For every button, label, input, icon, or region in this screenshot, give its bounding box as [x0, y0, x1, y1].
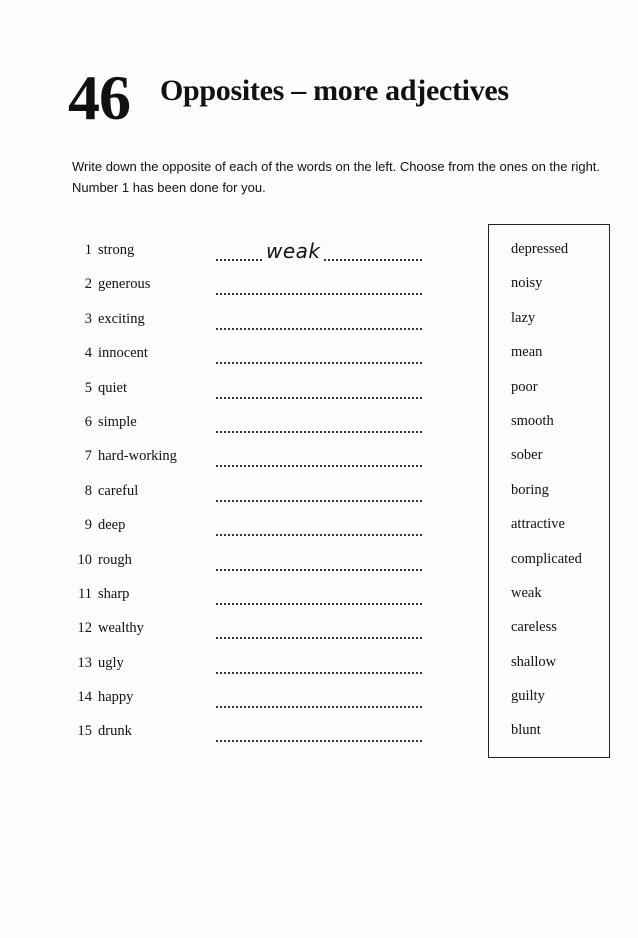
page-title: Opposites – more adjectives: [160, 74, 509, 107]
question-row: [70, 717, 430, 751]
choice-list: [489, 225, 609, 755]
answer-line[interactable]: [216, 722, 422, 742]
question-number: 10: [77, 551, 92, 568]
question-row: [70, 339, 430, 373]
question-word: exciting: [98, 310, 145, 327]
question-row: [70, 236, 430, 270]
answer-line[interactable]: [216, 379, 422, 399]
question-row: [70, 477, 430, 511]
choice-word: complicated: [511, 550, 582, 567]
choice-word: noisy: [511, 275, 543, 292]
question-number: 7: [84, 448, 92, 465]
choice-word: poor: [511, 378, 538, 395]
question-number: 9: [84, 517, 92, 534]
question-word: innocent: [98, 345, 148, 362]
question-number: 2: [84, 276, 92, 293]
answer-line[interactable]: [216, 413, 422, 433]
choice-word: boring: [511, 481, 549, 498]
answer-line[interactable]: [216, 482, 422, 502]
answer-line[interactable]: [216, 241, 422, 261]
choice-word: attractive: [511, 516, 565, 533]
answer-line[interactable]: [216, 585, 422, 605]
answer-line[interactable]: [216, 654, 422, 674]
choice-word: shallow: [511, 653, 557, 670]
question-word: happy: [98, 689, 134, 706]
choice-word: blunt: [511, 722, 541, 739]
answer-line[interactable]: [216, 619, 422, 639]
question-row: [70, 649, 430, 683]
question-row: [70, 580, 430, 614]
answer-line[interactable]: [216, 688, 422, 708]
question-word: simple: [98, 413, 137, 430]
question-word: rough: [98, 551, 132, 568]
question-number: 13: [77, 654, 92, 671]
question-word: sharp: [98, 585, 130, 602]
question-number: 12: [77, 620, 92, 637]
instructions-text: Write down the opposite of each of the words on the left. Choose from the ones on the right. Number 1 has been done for you.: [72, 159, 601, 195]
question-number: 11: [78, 585, 92, 602]
question-number: 8: [84, 482, 92, 499]
question-word: quiet: [98, 379, 127, 396]
question-row: [70, 511, 430, 545]
question-word: hard-working: [98, 448, 177, 465]
question-number: 5: [84, 379, 92, 396]
question-list: [70, 236, 430, 752]
answer-line[interactable]: [216, 447, 422, 467]
question-row: [70, 442, 430, 476]
question-word: wealthy: [98, 620, 144, 637]
answer-line[interactable]: [216, 310, 422, 330]
question-number: 4: [84, 345, 92, 362]
question-word: deep: [98, 517, 126, 534]
question-row: [70, 546, 430, 580]
answer-line[interactable]: [216, 344, 422, 364]
question-word: strong: [98, 242, 135, 258]
answer-line[interactable]: [216, 275, 422, 295]
question-number: 6: [84, 413, 92, 430]
handwritten-answer: weak: [266, 239, 321, 263]
question-word: drunk: [98, 723, 132, 740]
choice-word: weak: [511, 584, 542, 601]
question-number: 14: [77, 689, 92, 706]
question-row: [70, 683, 430, 717]
answer-line[interactable]: [216, 551, 422, 571]
unit-number: 46: [68, 62, 130, 133]
choice-word: sober: [511, 447, 543, 464]
question-word: generous: [98, 276, 151, 293]
choice-word: depressed: [511, 241, 569, 257]
choice-word: guilty: [511, 688, 545, 705]
answer-line[interactable]: [216, 516, 422, 536]
question-row: [70, 270, 430, 304]
question-number: 15: [77, 723, 92, 740]
choice-word: smooth: [511, 412, 554, 429]
choice-word: careless: [511, 619, 557, 636]
question-row: [70, 374, 430, 408]
question-row: [70, 408, 430, 442]
word-choice-box: [488, 224, 610, 758]
choice-word: lazy: [511, 309, 536, 326]
question-row: [70, 614, 430, 648]
question-number: 1: [84, 242, 92, 258]
question-row: [70, 305, 430, 339]
question-word: careful: [98, 482, 139, 499]
choice-word: mean: [511, 344, 543, 361]
question-number: 3: [84, 310, 92, 327]
question-word: ugly: [98, 654, 124, 671]
